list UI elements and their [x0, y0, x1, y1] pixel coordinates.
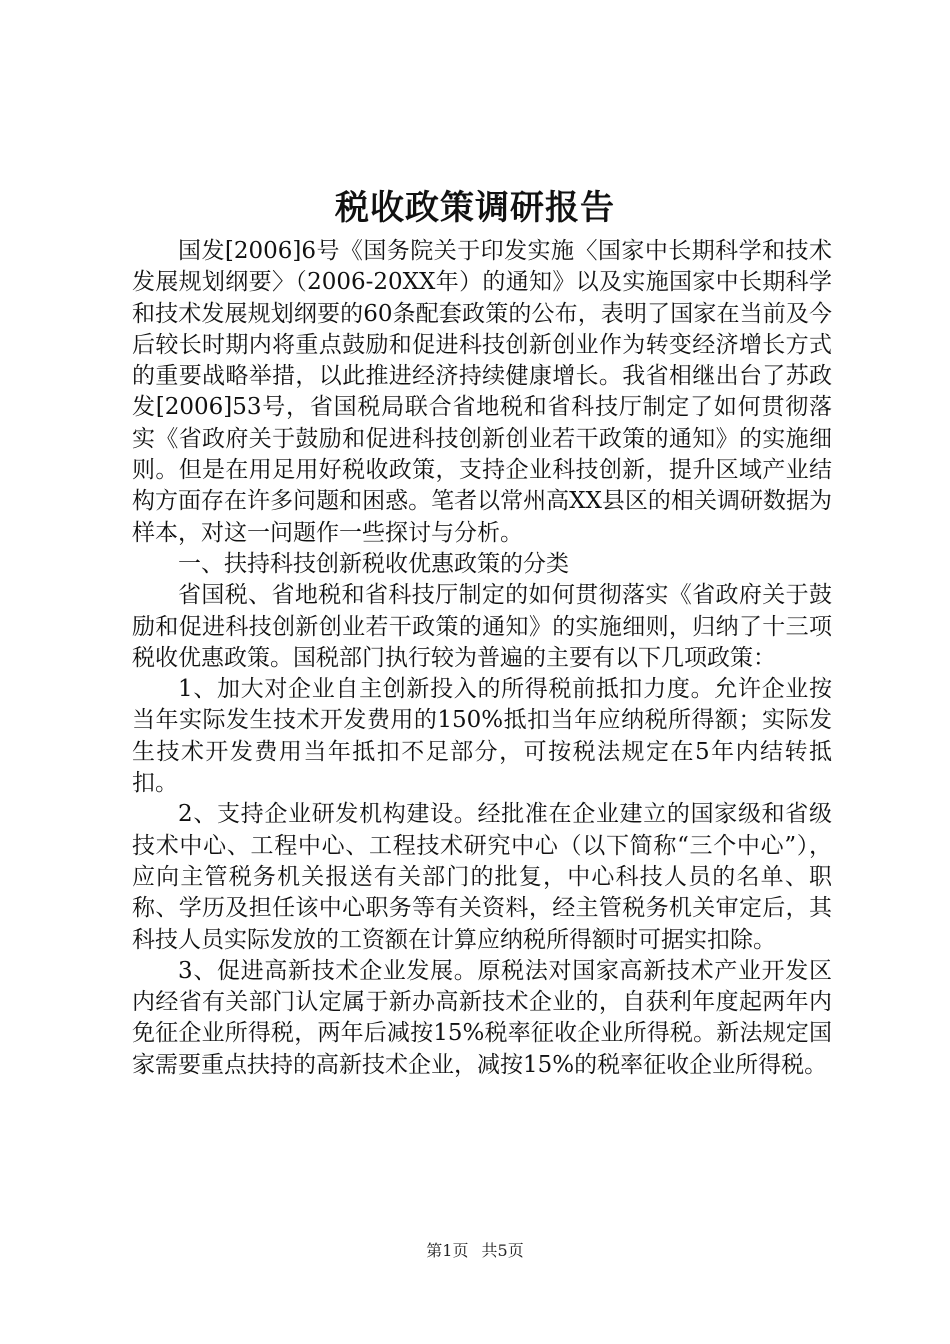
page-total: 共5页: [481, 1241, 524, 1260]
policy-item-1: 1、加大对企业自主创新投入的所得税前抵扣力度。允许企业按当年实际发生技术开发费用的150%抵扣当年应纳税所得额；实际发生技术开发费用当年抵扣不足部分，可按税法规定在5年内结转抵扣。: [132, 676, 832, 797]
page-number: 第1页: [426, 1241, 469, 1260]
intro-paragraph: 国发[2006]6号《国务院关于印发实施〈国家中长期科学和技术发展规划纲要〉（2006-20XX年）的通知》以及实施国家中长期科学和技术发展规划纲要的60条配套政策的公布，表明了国家在当前及今后较长时期内将重点鼓励和促进科技创新创业作为转变经济增长方式的重要战略举措，以此推进经济持续健康增长。我省相继出台了苏政发[2006]53号，省国税局联合省地税和省科技厅制定了如何贯彻落实《省政府关于鼓励和促进科技创新创业若干政策的通知》的实施细则。但是在用足用好税收政策，支持企业科技创新，提升区域产业结构方面存在许多问题和困惑。笔者以常州高XX县区的相关调研数据为样本，对这一问题作一些探讨与分析。: [132, 238, 832, 546]
page-footer: [0, 1240, 950, 1262]
policy-item-3: 3、促进高新技术企业发展。原税法对国家高新技术产业开发区内经省有关部门认定属于新办高新技术企业的，自获利年度起两年内免征企业所得税，两年后减按15%税率征收企业所得税。新法规定国家需要重点扶持的高新技术企业，减按15%的税率征收企业所得税。: [132, 957, 832, 1078]
policy-item-2: 2、支持企业研发机构建设。经批准在企业建立的国家级和省级技术中心、工程中心、工程技术研究中心（以下简称“三个中心”），应向主管税务机关报送有关部门的批复，中心科技人员的名单、职称、学历及担任该中心职务等有关资料，经主管税务机关审定后，其科技人员实际发放的工资额在计算应纳税所得额时可据实扣除。: [132, 801, 832, 953]
section-heading: 一、扶持科技创新税收优惠政策的分类: [178, 550, 569, 577]
document-body: [132, 236, 832, 1081]
section-paragraph: 省国税、省地税和省科技厅制定的如何贯彻落实《省政府关于鼓励和促进科技创新创业若干政策的通知》的实施细则，归纳了十三项税收优惠政策。国税部门执行较为普遍的主要有以下几项政策：: [132, 582, 832, 671]
document-title: 税收政策调研报告: [335, 188, 615, 228]
